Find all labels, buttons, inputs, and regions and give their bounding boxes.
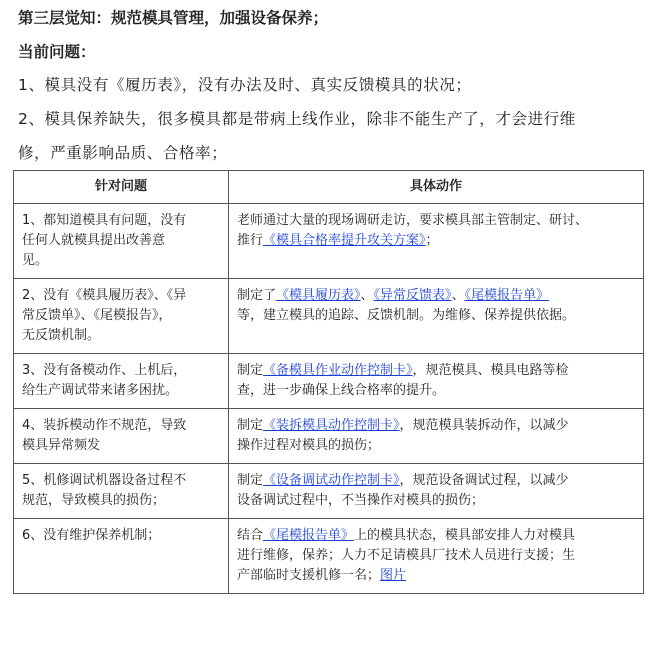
- action-line: [237, 416, 635, 436]
- action-text: 制定了: [237, 288, 277, 303]
- issue-2-line-1: 2、模具保养缺失，很多模具都是带病上线作业，除非不能生产了，才会进行维: [18, 110, 576, 128]
- problem-line: 规范，导致模具的损伤；: [22, 493, 166, 508]
- action-line: [237, 361, 635, 381]
- action-text: 操作过程对模具的损伤；: [237, 438, 381, 453]
- problem-line: 见。: [22, 253, 49, 268]
- action-line: [237, 526, 635, 546]
- action-line: [237, 471, 635, 491]
- problem-cell: [14, 409, 229, 464]
- action-text: 老师通过大量的现场调研走访，要求模具部主管制定、研讨、: [237, 213, 589, 228]
- document-link[interactable]: 《尾模报告单》: [263, 528, 355, 543]
- action-line: [237, 491, 635, 511]
- action-line: [237, 436, 635, 456]
- action-text: 、: [360, 288, 374, 303]
- action-cell: [229, 279, 644, 354]
- table-row: [14, 279, 644, 354]
- action-line: [237, 286, 635, 306]
- problem-cell: [14, 279, 229, 354]
- table-row: [14, 464, 644, 519]
- action-text: 上的模具状态，模具部安排人力对模具: [354, 528, 576, 543]
- action-cell: [229, 409, 644, 464]
- problem-line: 常反馈单》、《尾模报告》，: [22, 308, 172, 323]
- action-line: [237, 381, 635, 401]
- problem-line: 6、没有维护保养机制；: [22, 528, 161, 543]
- problem-line: 模具异常频发: [22, 438, 101, 453]
- document-link[interactable]: 《装拆模具动作控制卡》: [263, 418, 400, 433]
- problem-line: 给生产调试带来诸多困扰。: [22, 383, 179, 398]
- action-text: 进行维修，保养；人力不足请模具厂技术人员进行支援；生: [237, 548, 576, 563]
- table-header-row: [14, 171, 644, 204]
- action-cell: [229, 464, 644, 519]
- table-row: [14, 204, 644, 279]
- action-cell: [229, 204, 644, 279]
- section-heading: 第三层觉知：规范模具管理，加强设备保养；: [18, 9, 329, 27]
- problem-line: 3、没有备模动作、上机后，: [22, 363, 187, 378]
- document-link[interactable]: 《备模具作业动作控制卡》: [263, 363, 413, 378]
- table-row: [14, 354, 644, 409]
- document-link[interactable]: 图片: [380, 568, 407, 583]
- action-text: 等，建立模具的追踪、反馈机制。为维修、保养提供依据。: [237, 308, 576, 323]
- action-line: [237, 566, 635, 586]
- action-text: 、: [451, 288, 465, 303]
- actions-table: [13, 170, 644, 594]
- document-link[interactable]: 《设备调试动作控制卡》: [263, 473, 400, 488]
- issue-2-line-2: 修，严重影响品质、合格率；: [18, 144, 228, 162]
- problem-line: 1、都知道模具有问题，没有: [22, 213, 187, 228]
- action-text: ，规范模具装拆动作，以减少: [399, 418, 569, 433]
- problem-line: 无反馈机制。: [22, 328, 101, 343]
- action-text: 结合: [237, 528, 264, 543]
- action-line: [237, 306, 635, 326]
- problem-line: 5、机修调试机器设备过程不: [22, 473, 187, 488]
- document-link[interactable]: 《模具履历表》: [276, 288, 361, 303]
- action-line: [237, 231, 635, 251]
- action-text: 推行: [237, 233, 264, 248]
- current-problems-label: 当前问题：: [18, 43, 96, 61]
- issue-1: 1、模具没有《履历表》，没有办法及时、真实反馈模具的状况；: [18, 76, 472, 94]
- action-text: 制定: [237, 363, 264, 378]
- document-link[interactable]: 《模具合格率提升攻关方案》: [263, 233, 426, 248]
- action-text: 制定: [237, 418, 264, 433]
- action-text: 产部临时支援机修一名；: [237, 568, 381, 583]
- problem-cell: [14, 464, 229, 519]
- problem-cell: [14, 519, 229, 594]
- header-problem: 针对问题: [14, 171, 229, 204]
- action-text: ，规范模具、模具电路等检: [412, 363, 569, 378]
- problem-line: 4、装拆模动作不规范，导致: [22, 418, 187, 433]
- problem-line: 2、没有《模具履历表》、《异: [22, 288, 187, 303]
- action-text: 制定: [237, 473, 264, 488]
- document-link[interactable]: 《尾模报告单》: [464, 288, 550, 303]
- action-text: ，规范设备调试过程，以减少: [399, 473, 569, 488]
- document-link[interactable]: 《异常反馈表》: [373, 288, 452, 303]
- action-cell: [229, 354, 644, 409]
- table-row: [14, 519, 644, 594]
- action-cell: [229, 519, 644, 594]
- problem-line: 任何人就模具提出改善意: [22, 233, 166, 248]
- problem-cell: [14, 204, 229, 279]
- problem-cell: [14, 354, 229, 409]
- action-line: [237, 546, 635, 566]
- table-row: [14, 409, 644, 464]
- header-action: 具体动作: [229, 171, 644, 204]
- action-text: ；: [425, 233, 439, 248]
- action-text: 查，进一步确保上线合格率的提升。: [237, 383, 446, 398]
- action-line: [237, 211, 635, 231]
- action-text: 设备调试过程中，不当操作对模具的损伤；: [237, 493, 485, 508]
